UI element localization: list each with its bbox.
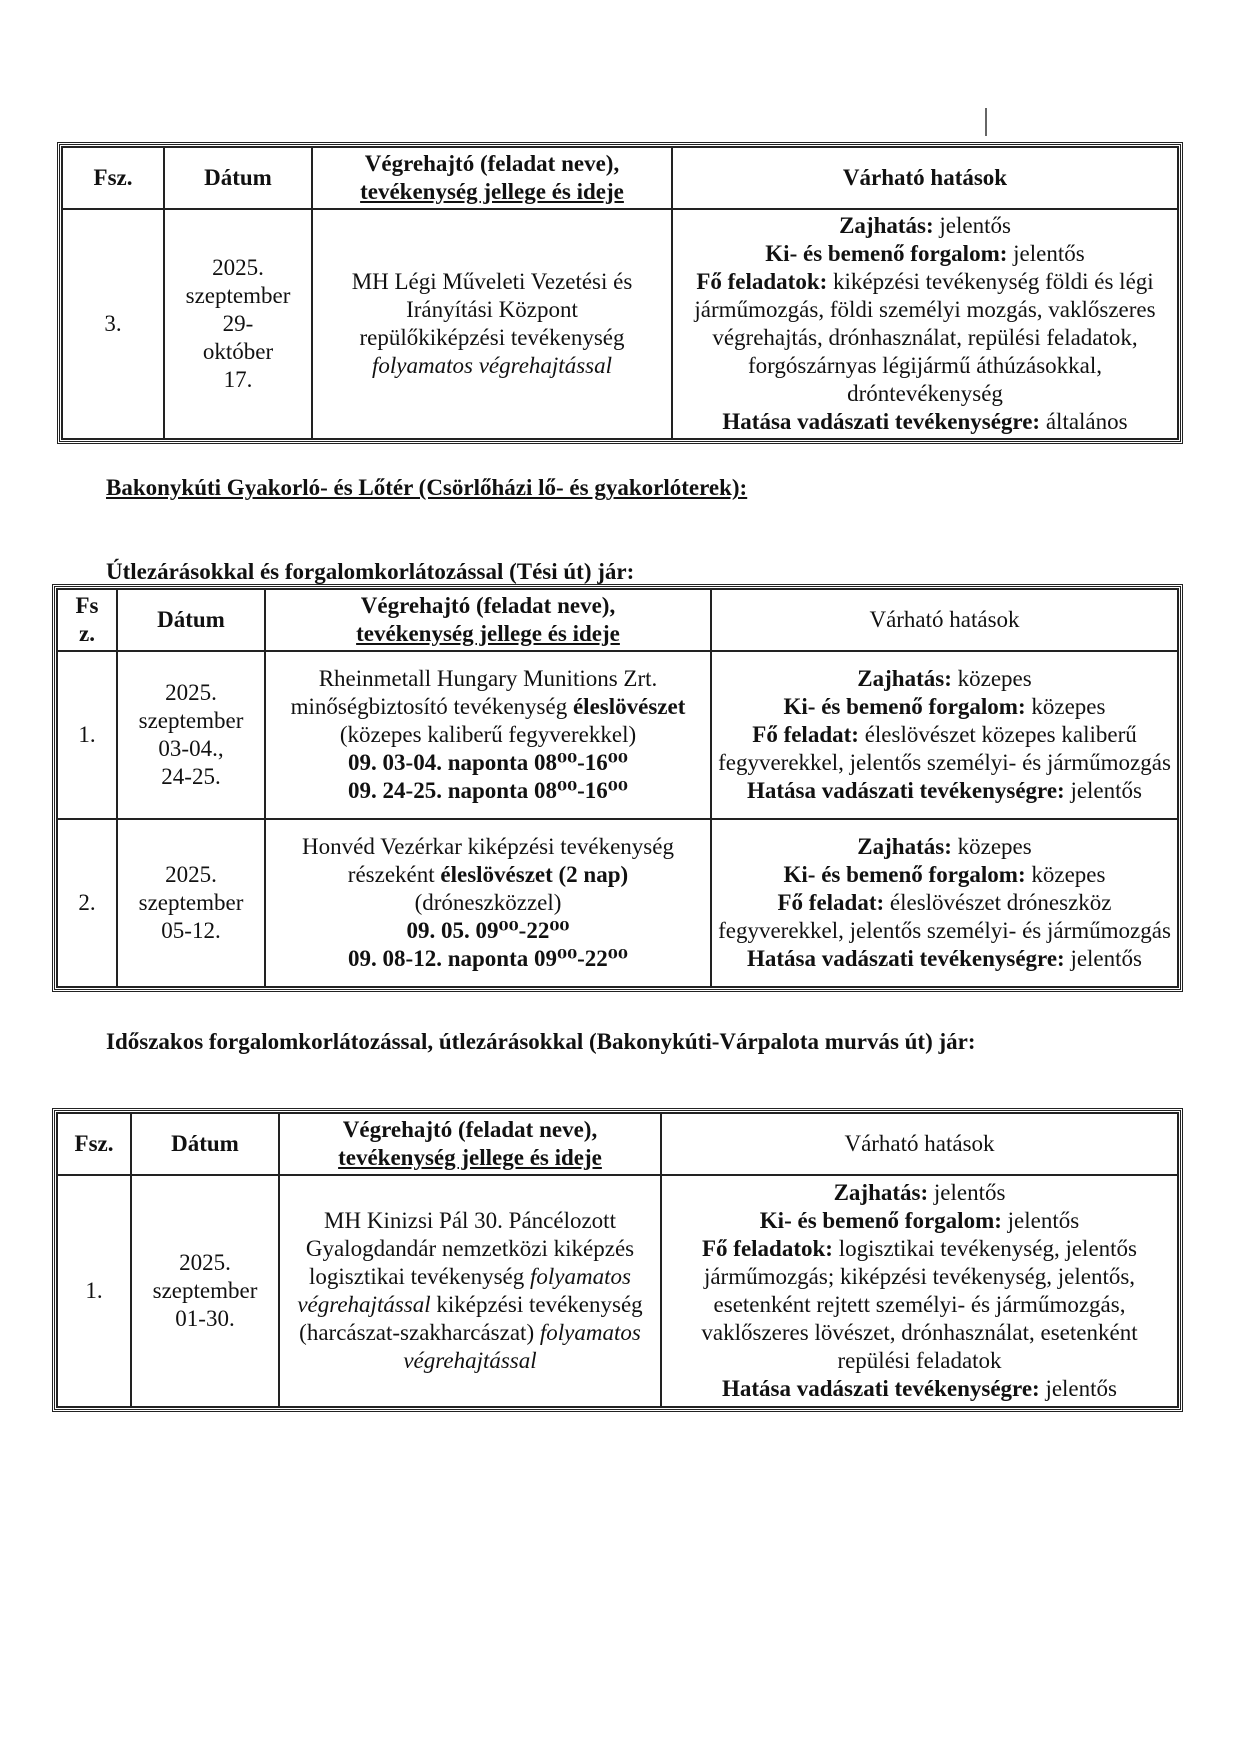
- row-executor: MH Kinizsi Pál 30. Páncélozott Gyalogdandár nemzetközi kiképzés logisztikai tevékenység folyamatos végrehajtással kiképzési tevékenység (harcászat-szakharcászat) folyamatos végrehajtással: [279, 1175, 661, 1407]
- row-no: 1.: [57, 1175, 131, 1407]
- header-date: Dátum: [164, 147, 312, 209]
- row-date: 2025. szeptember 01-30.: [131, 1175, 279, 1407]
- table-row: [57, 651, 1178, 819]
- row-executor: Honvéd Vezérkar kiképzési tevékenység részeként éleslövészet (2 nap) (dróneszközzel) 09. 05. 09⁰⁰-22⁰⁰ 09. 08-12. naponta 09⁰⁰-22⁰⁰: [265, 819, 711, 987]
- row-effects: Zajhatás: jelentős Ki- és bemenő forgalom: jelentős Fő feladatok: kiképzési tevékenység földi és légi járműmozgás, földi személyi mozgás, vaklőszeres végrehajtás, drónhasználat, repülési feladatok, forgószárnyas légijármű áthúzásokkal, dróntevékenység Hatása vadászati tevékenységre: általános: [672, 209, 1178, 439]
- scan-mark: [985, 108, 987, 136]
- subtitle-1: Útlezárásokkal és forgalomkorlátozással (Tési út) jár:: [106, 559, 635, 584]
- header-effects: Várható hatások: [711, 589, 1178, 651]
- row-effects: Zajhatás: jelentős Ki- és bemenő forgalom: jelentős Fő feladatok: logisztikai tevékenység, jelentős járműmozgás; kiképzési tevékenység, jelentős, esetenként rejtett személyi- és járműmozgás, vaklőszeres lövészet, drónhasználat, esetenként repülési feladatok Hatása vadászati tevékenységre: jelentős: [661, 1175, 1178, 1407]
- table-2: [56, 588, 1179, 988]
- row-effects: Zajhatás: közepes Ki- és bemenő forgalom: közepes Fő feladat: éleslövészet dróneszköz fegyverekkel, jelentős személyi- és járműmozgás Hatása vadászati tevékenységre: jelentős: [711, 819, 1178, 987]
- row-date: 2025. szeptember 29- október 17.: [164, 209, 312, 439]
- table-1: [61, 146, 1179, 440]
- header-effects: Várható hatások: [672, 147, 1178, 209]
- section-title: Bakonykúti Gyakorló- és Lőtér (Csörlőházi lő- és gyakorlóterek):: [106, 475, 748, 500]
- row-no: 2.: [57, 819, 117, 987]
- header-date: Dátum: [131, 1113, 279, 1175]
- table-3: [56, 1112, 1179, 1408]
- row-effects: Zajhatás: közepes Ki- és bemenő forgalom: közepes Fő feladat: éleslövészet közepes kaliberű fegyverekkel, jelentős személyi- és járműmozgás Hatása vadászati tevékenységre: jelentős: [711, 651, 1178, 819]
- header-no: Fsz.: [57, 1113, 131, 1175]
- row-no: 1.: [57, 651, 117, 819]
- header-no: Fs z.: [57, 589, 117, 651]
- row-executor: MH Légi Műveleti Vezetési és Irányítási Központ repülőkiképzési tevékenység folyamatos végrehajtással: [312, 209, 672, 439]
- row-date: 2025. szeptember 03-04., 24-25.: [117, 651, 265, 819]
- row-no: 3.: [62, 209, 164, 439]
- header-executor: Végrehajtó (feladat neve), tevékenység jellege és ideje: [279, 1113, 661, 1175]
- header-executor: Végrehajtó (feladat neve), tevékenység jellege és ideje: [265, 589, 711, 651]
- header-effects: Várható hatások: [661, 1113, 1178, 1175]
- table-row: [57, 819, 1178, 987]
- header-executor: Végrehajtó (feladat neve), tevékenység jellege és ideje: [312, 147, 672, 209]
- subtitle-2: Időszakos forgalomkorlátozással, útlezárásokkal (Bakonykúti-Várpalota murvás út) jár:: [106, 1029, 976, 1054]
- header-no: Fsz.: [62, 147, 164, 209]
- row-executor: Rheinmetall Hungary Munitions Zrt. minőségbiztosító tevékenység éleslövészet (közepes kaliberű fegyverekkel) 09. 03-04. naponta 08⁰⁰-16⁰⁰ 09. 24-25. naponta 08⁰⁰-16⁰⁰: [265, 651, 711, 819]
- header-date: Dátum: [117, 589, 265, 651]
- table-row: [57, 1175, 1178, 1407]
- table-row: [62, 209, 1178, 439]
- row-date: 2025. szeptember 05-12.: [117, 819, 265, 987]
